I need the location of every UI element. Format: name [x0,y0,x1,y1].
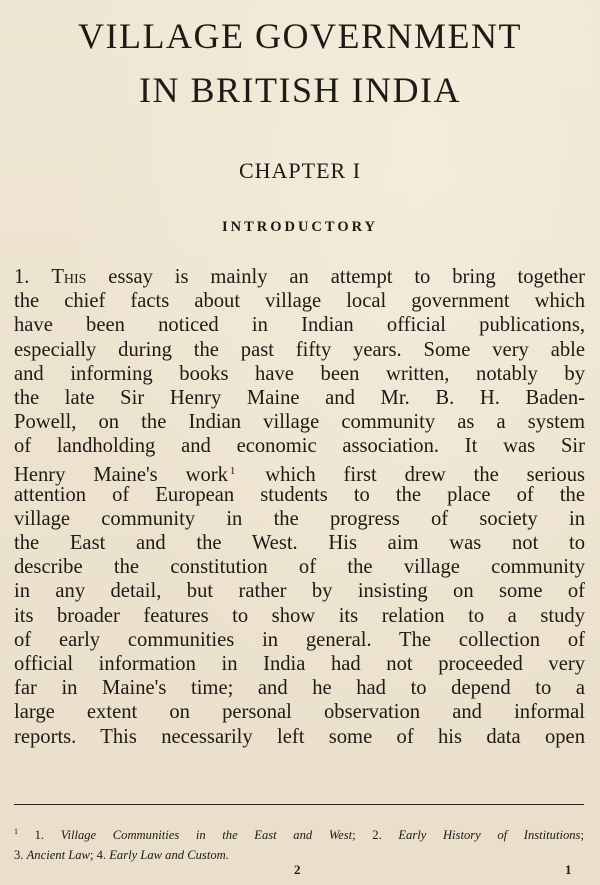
text-line: far in Maine's time; and he had to depend to a [14,677,585,700]
paragraph-number: 1. [14,266,30,288]
footnote-separator: ; [89,848,94,862]
footnote-item-number: 1. [34,828,45,842]
footnote-item-number: 2. [372,828,382,842]
footnote-line [14,822,584,845]
text-line: the East and the West. His aim was not to [14,532,585,555]
text-line: and informing books have been written, notably by [14,362,585,385]
text-line: the late Sir Henry Maine and Mr. B. H. Baden- [14,386,585,409]
book-title-line-1: VILLAGE GOVERNMENT [78,16,522,56]
footnote-separator: ; [580,828,584,842]
footnote-title: Ancient Law [26,848,90,862]
text-line [14,265,585,289]
footnote-reference: 1 [229,464,236,477]
footnote-title: Early Law and Custom. [109,848,229,862]
footnote-item-number: 3. [14,848,24,862]
page-number: 2 [294,862,301,877]
footnote-divider [14,804,584,805]
text-line: have been noticed in Indian official publications, [14,314,585,337]
text-line: reports. This necessarily left some of his data open [14,725,585,748]
footnote-separator: ; [352,828,356,842]
text-line: of early communities in general. The collection of [14,628,585,651]
footnote-marker: 1 [14,827,18,836]
chapter-heading: CHAPTER I [238,158,362,183]
text-line: official information in India had not proceeded very [14,653,585,675]
footnote-item-number: 4. [96,848,107,862]
text-line: describe the constitution of the village community [14,556,585,579]
text-line-content: essay is mainly an attempt to bring together [86,266,585,288]
text-line: village community in the progress of society in [14,507,585,530]
text-line: especially during the past fifty years. Some very able [14,338,585,361]
section-heading: INTRODUCTORY [221,219,379,235]
book-title-line-2: IN BRITISH INDIA [139,70,461,110]
text-line-content: which first drew the serious [237,463,586,486]
text-line: attention of European students to the place of the [14,483,585,506]
text-line: the chief facts about village local government which [14,290,585,313]
footnote [14,822,584,865]
text-line: its broader features to show its relation to a study [14,604,585,627]
footnote-title: Village Communities in the East and West [60,828,353,842]
text-line [14,459,586,486]
signature-mark: 1 [565,862,572,877]
text-line: in any detail, but rather by insisting on some of [14,580,585,603]
text-line-content: Henry Maine's work [14,463,228,486]
text-line: of landholding and economic association. It was Sir [14,435,585,458]
body-paragraph [14,265,585,749]
footnote-title: Early History of Institutions [398,828,581,842]
text-line: Powell, on the Indian village community as a system [14,411,585,434]
text-line: large extent on personal observation and informal [14,701,585,724]
paragraph-first-word: This [51,266,87,288]
